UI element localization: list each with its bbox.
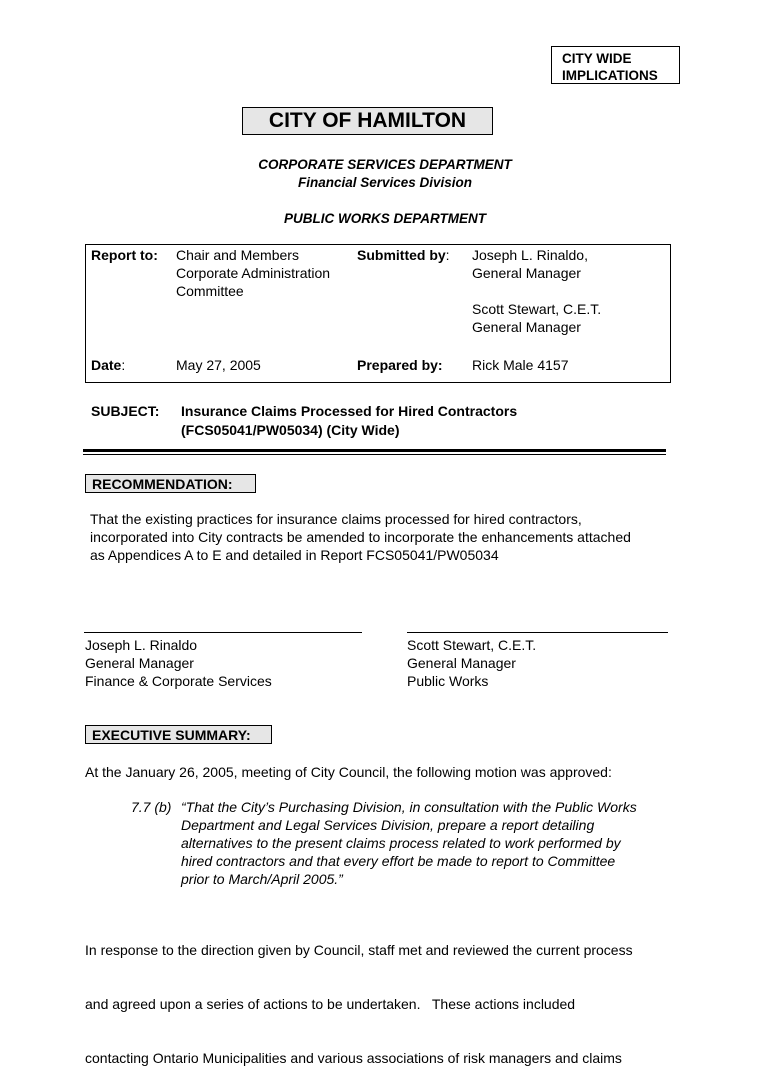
- submitted-by-colon: :: [445, 247, 450, 263]
- signature-line-left: [84, 632, 362, 633]
- report-to-value: [176, 246, 330, 300]
- prepared-by-label: Prepared by:: [357, 357, 443, 373]
- implications-line-1: CITY WIDE: [562, 51, 632, 66]
- signature-left-line: Finance & Corporate Services: [85, 673, 272, 689]
- financial-division-heading: Financial Services Division: [297, 175, 473, 190]
- implications-line-2: IMPLICATIONS: [562, 68, 658, 83]
- signature-right-line: Scott Stewart, C.E.T.: [407, 637, 537, 653]
- report-to-line: Chair and Members: [176, 247, 299, 263]
- response-line: and agreed upon a series of actions to be undertaken. These actions included: [85, 996, 576, 1012]
- executive-summary-intro: At the January 26, 2005, meeting of City Council, the following motion was approved:: [85, 764, 612, 780]
- submitted-by-label: [357, 246, 450, 264]
- signature-left-line: General Manager: [85, 655, 194, 671]
- report-to-line: Committee: [176, 283, 244, 299]
- public-works-heading: PUBLIC WORKS DEPARTMENT: [284, 211, 486, 226]
- corporate-services-heading: CORPORATE SERVICES DEPARTMENT: [258, 157, 512, 172]
- submitter-line: General Manager: [472, 265, 581, 281]
- subject-label: SUBJECT:: [91, 403, 160, 419]
- motion-text: [181, 798, 637, 888]
- submitter-line: Scott Stewart, C.E.T.: [472, 301, 602, 317]
- date-label: [91, 356, 125, 374]
- motion-number: 7.7 (b): [131, 799, 172, 815]
- motion-line: prior to March/April 2005.”: [181, 871, 343, 887]
- signature-right-line: Public Works: [407, 673, 489, 689]
- recommendation-line: That the existing practices for insurance claims processed for hired contractors,: [90, 511, 582, 527]
- submitted-by-text: Submitted by: [357, 247, 446, 263]
- motion-line: alternatives to the present claims process related to work performed by: [181, 835, 621, 851]
- response-line: In response to the direction given by Council, staff met and reviewed the current process: [85, 942, 633, 958]
- signature-line-right: [407, 632, 668, 633]
- date-colon: :: [121, 357, 126, 373]
- subject-line-2: (FCS05041/PW05034) (City Wide): [181, 422, 400, 438]
- section-divider-thick: [83, 449, 666, 452]
- motion-line: hired contractors and that every effort be made to report to Committee: [181, 853, 616, 869]
- executive-summary-heading: EXECUTIVE SUMMARY:: [85, 725, 272, 744]
- submitted-by-value: [472, 246, 601, 336]
- signature-block-left: [85, 636, 272, 690]
- signature-left-line: Joseph L. Rinaldo: [85, 637, 198, 653]
- section-divider-thin: [83, 454, 666, 455]
- response-text: [85, 905, 633, 1085]
- report-to-line: Corporate Administration: [176, 265, 331, 281]
- report-to-label: Report to:: [91, 247, 158, 263]
- city-title: CITY OF HAMILTON: [242, 107, 493, 135]
- recommendation-line: incorporated into City contracts be amended to incorporate the enhancements attached: [90, 529, 631, 545]
- date-label-text: Date: [91, 357, 122, 373]
- motion-line: “That the City’s Purchasing Division, in consultation with the Public Works: [181, 799, 637, 815]
- recommendation-heading: RECOMMENDATION:: [85, 474, 256, 493]
- signature-block-right: [407, 636, 536, 690]
- recommendation-line: as Appendices A to E and detailed in Report FCS05041/PW05034: [90, 547, 499, 563]
- city-wide-implications-box: [551, 46, 680, 84]
- submitter-line: General Manager: [472, 319, 581, 335]
- date-value: May 27, 2005: [176, 357, 261, 373]
- signature-right-line: General Manager: [407, 655, 516, 671]
- recommendation-text: [90, 510, 631, 564]
- subject-line-1: Insurance Claims Processed for Hired Contractors: [181, 403, 518, 419]
- submitter-line: Joseph L. Rinaldo,: [472, 247, 588, 263]
- motion-line: Department and Legal Services Division, prepare a report detailing: [181, 817, 595, 833]
- response-line: contacting Ontario Municipalities and various associations of risk managers and claims: [85, 1050, 622, 1066]
- prepared-by-value: Rick Male 4157: [472, 357, 569, 373]
